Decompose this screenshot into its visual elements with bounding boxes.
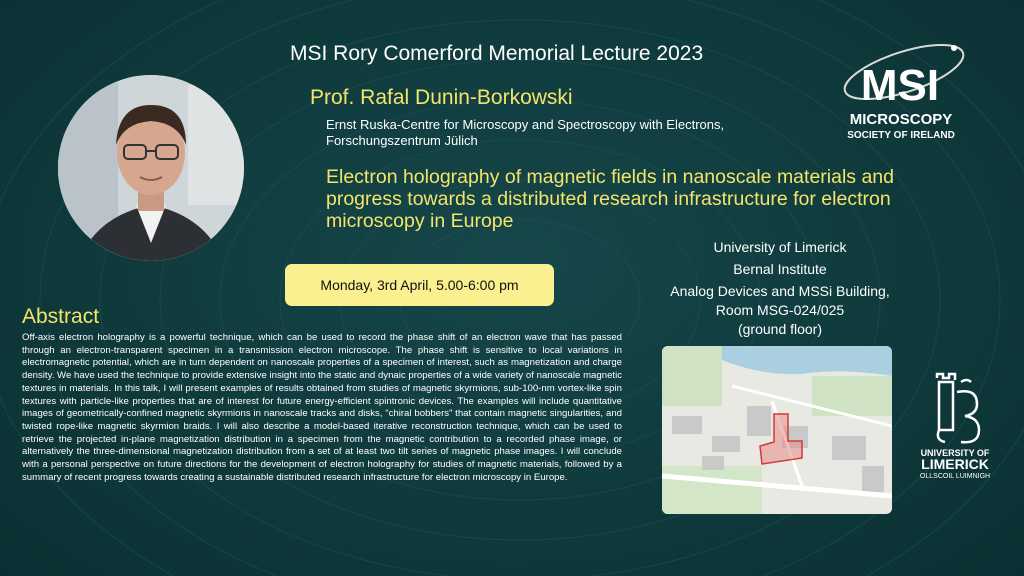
ul-line-3: OLLSCOIL LUIMNIGH — [919, 473, 991, 480]
campus-map — [662, 346, 892, 514]
date-box: Monday, 3rd April, 5.00-6:00 pm — [285, 264, 554, 306]
talk-title: Electron holography of magnetic fields in nanoscale materials and progress towards a distributed research infrastructure for electron microscopy in Europe — [326, 166, 894, 232]
venue-line-5: (ground floor) — [737, 321, 823, 337]
affiliation-line-2: Forschungszentrum Jülich — [326, 133, 478, 148]
university-of-limerick-logo — [905, 370, 1005, 480]
msi-line-2: SOCIETY OF IRELAND — [847, 130, 955, 141]
speaker-photo — [58, 75, 244, 261]
msi-line-1: MICROSCOPY — [849, 111, 953, 128]
venue-line-3: Analog Devices and MSSi Building, — [670, 283, 890, 299]
msi-logo — [836, 34, 966, 149]
venue-line-4: Room MSG-024/025 — [715, 302, 845, 318]
msi-mark: MSI — [860, 61, 940, 110]
affiliation-line-1: Ernst Ruska-Centre for Microscopy and Spectroscopy with Electrons, — [326, 117, 725, 132]
abstract-text: Off-axis electron holography is a powerful technique, which can be used to record the phase shift of an electron wave that has passed through an electron-transparent specimen in a transmission electron microscope. The phase shift is sensitive to local variations in electromagnetic potential, which are in turn dependent on nanoscale properties of a specimen of interest, such as magnetization and charge density. We have used the technique to provide extensive insight into the static and dynaic properties of a wide variety of nanoscale magnetic textures in materials. In this talk, I will present examples of results obtained from studies of magnetic skyrmions, sub-100-nm vortex-like spin textures with particle-like properties that are of interest for future energy-efficient spintronic devices. The examples will include quantitative images of geometrically-confined magnetic skyrmions in nanoscale tracks and disks, “chiral bobbers” that contain magnetic singularities, and twisted rope-like magnetic skyrmion braids. I will also describe a model-based iterative reconstruction technique, which can be used to retrieve the projected in-plane magnetization distribution in a specimen from the magnetic contribution to a recorded phase image, or alternatively the three-dimensional magnetization distribution from a set of at least two tilt series of magnetic phase images. I will conclude with a personal perspective on future directions for the development of electron holography for studies of magnetic materials, followed by a summary of recent progress towards creating a sustainable distributed research infrastructure for electron microscopy in Europe. — [22, 332, 622, 483]
abstract-heading: Abstract — [22, 305, 100, 328]
ul-line-2: LIMERICK — [921, 456, 989, 472]
venue-line-1: University of Limerick — [713, 239, 847, 255]
venue-info — [650, 238, 910, 339]
event-title: MSI Rory Comerford Memorial Lecture 2023 — [290, 42, 704, 65]
ul-line-1: UNIVERSITY OF — [920, 448, 990, 458]
speaker-name: Prof. Rafal Dunin-Borkowski — [310, 86, 573, 109]
speaker-affiliation — [326, 117, 786, 149]
venue-line-2: Bernal Institute — [733, 261, 827, 277]
